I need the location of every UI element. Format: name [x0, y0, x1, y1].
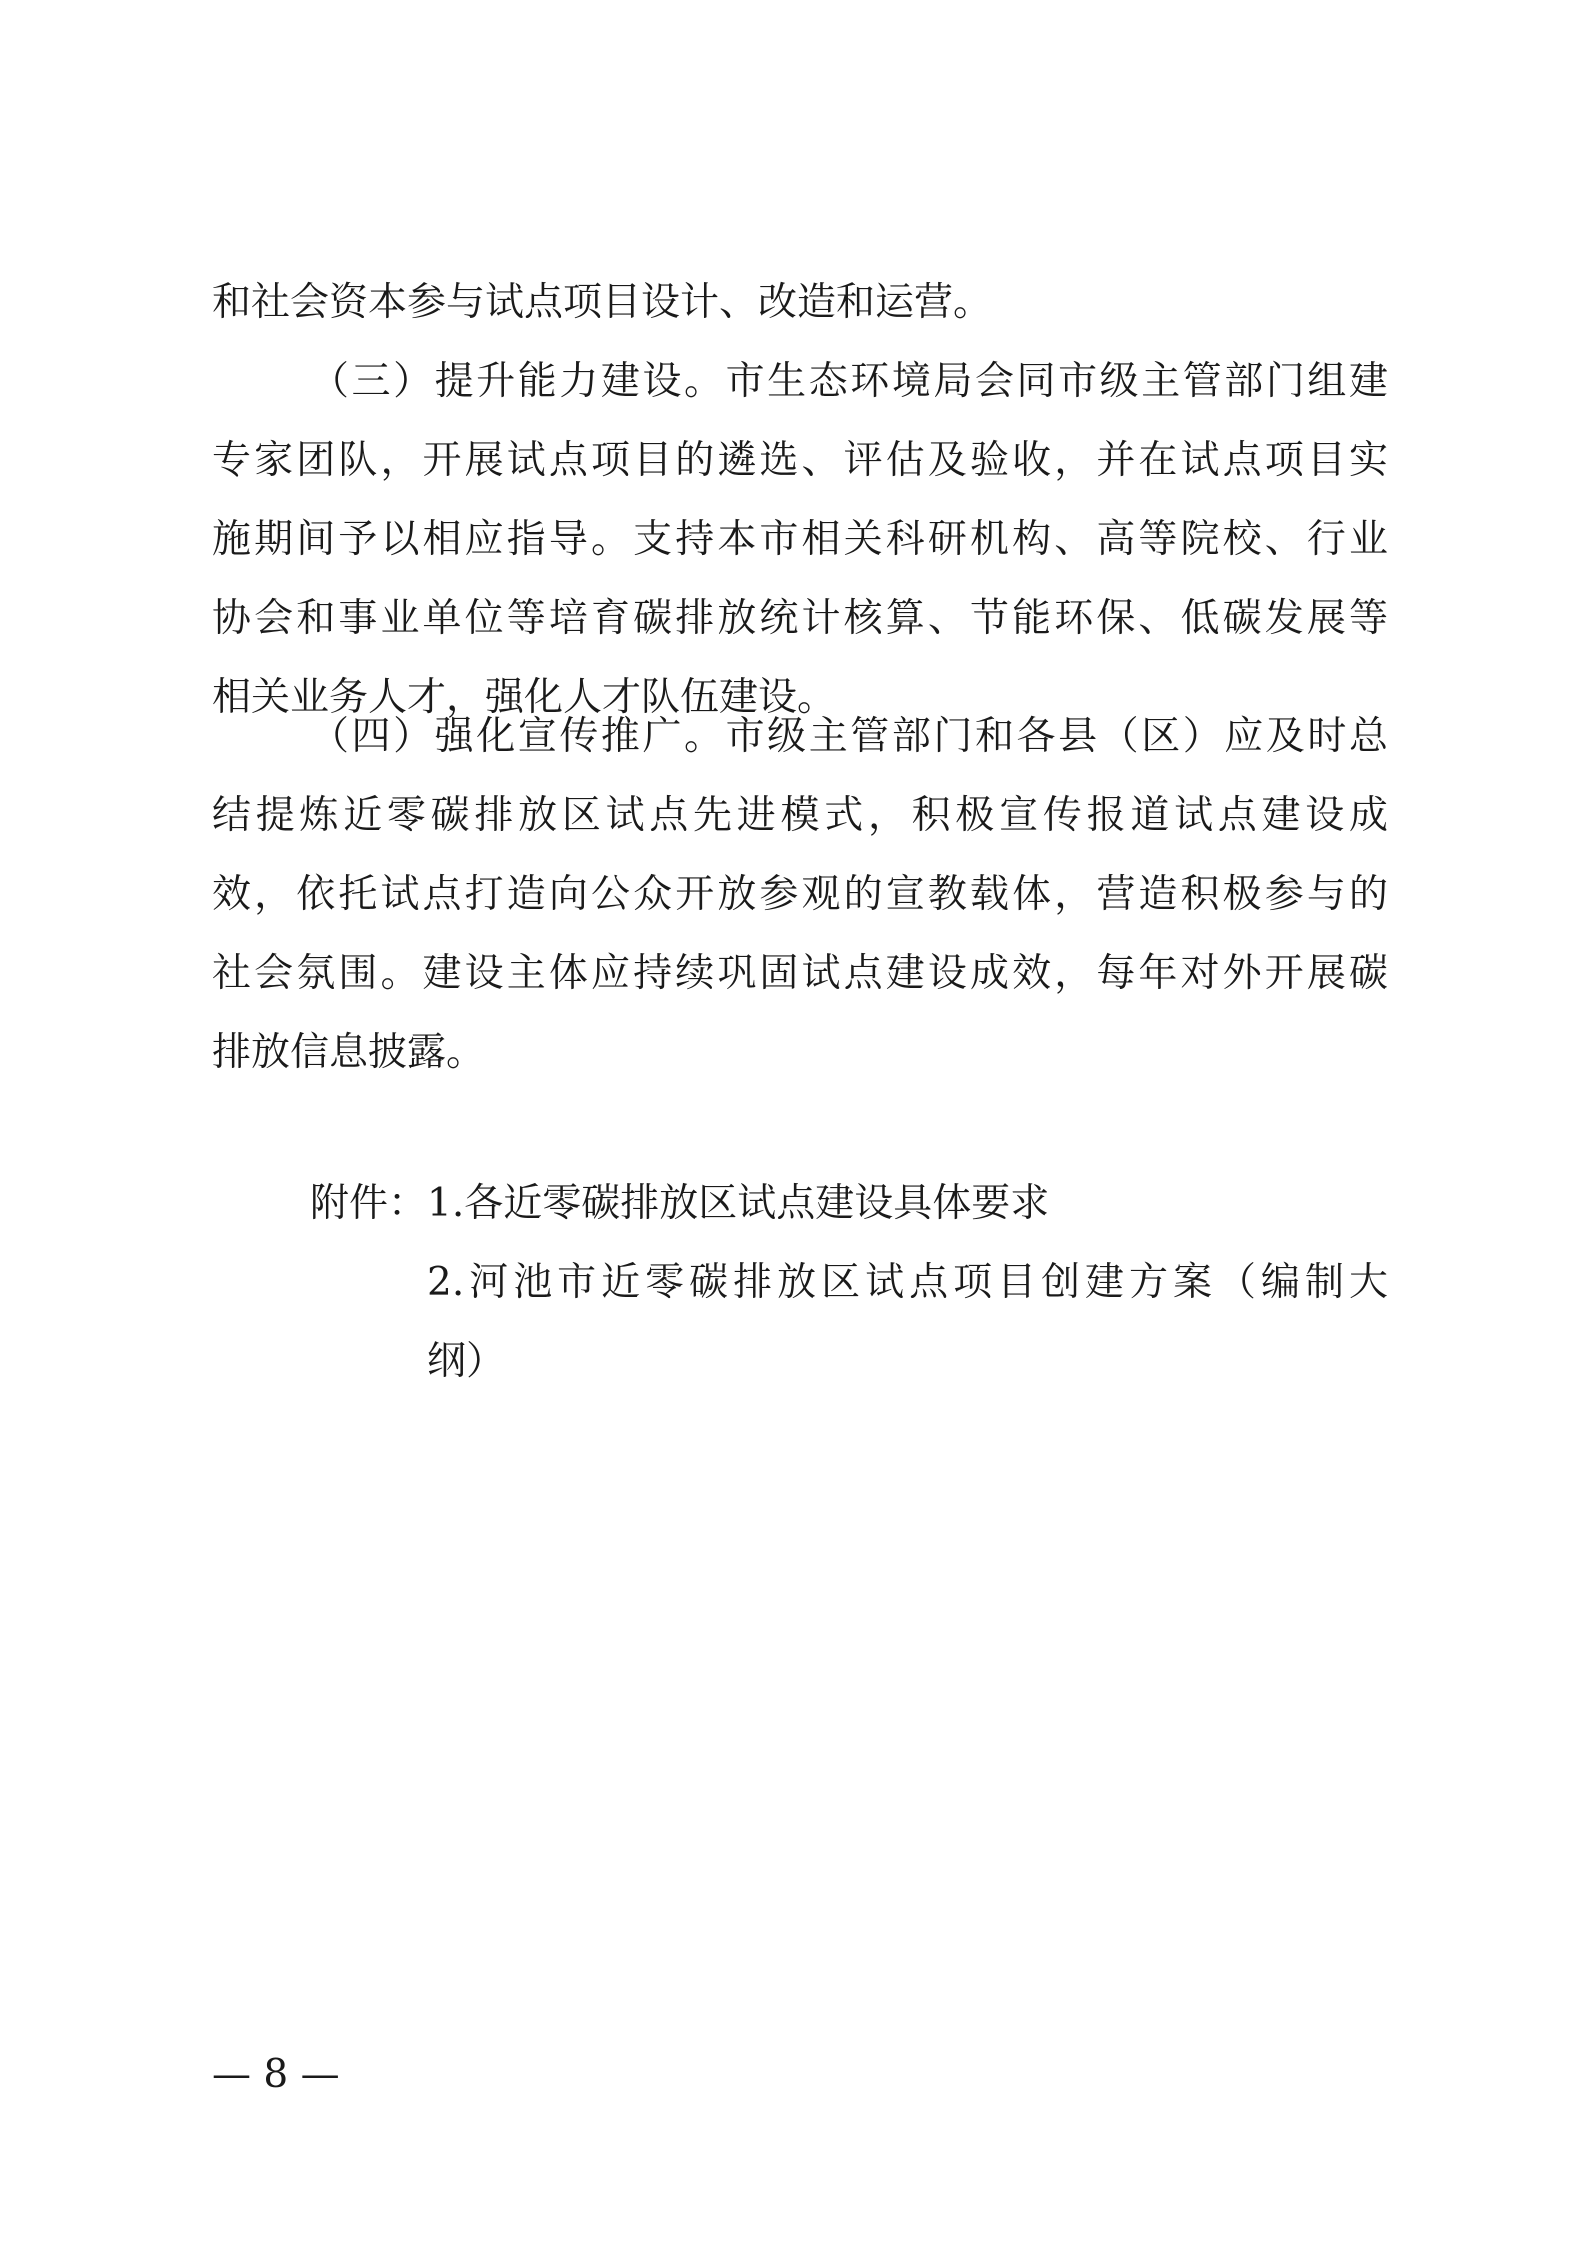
- paragraph-publicity: [212, 697, 1388, 1092]
- paragraph-capacity-building: [212, 342, 1388, 737]
- text-line: 社会氛围。建设主体应持续巩固试点建设成效，每年对外开展碳: [212, 951, 1388, 996]
- text-line: 效，依托试点打造向公众开放参观的宣教载体，营造积极参与的: [212, 872, 1388, 917]
- text-line: （三）提升能力建设。市生态环境局会同市级主管部门组建: [310, 359, 1388, 404]
- attachment-item-1: 1.各近零碳排放区试点建设具体要求: [427, 1181, 1050, 1226]
- page-number: — 8 —: [212, 2052, 340, 2097]
- text-line: 排放信息披露。: [212, 1030, 486, 1075]
- text-line: 协会和事业单位等培育碳排放统计核算、节能环保、低碳发展等: [212, 596, 1388, 641]
- text-line: 施期间予以相应指导。支持本市相关科研机构、高等院校、行业: [212, 517, 1388, 562]
- text-line: 专家团队，开展试点项目的遴选、评估及验收，并在试点项目实: [212, 438, 1388, 483]
- text-line: （四）强化宣传推广。市级主管部门和各县（区）应及时总: [310, 714, 1388, 759]
- paragraph-continuation: [212, 263, 1388, 342]
- attachment-list: [310, 1164, 1388, 1243]
- text-line: 相关业务人才，强化人才队伍建设。: [212, 675, 837, 720]
- text-line: 和社会资本参与试点项目设计、改造和运营。: [212, 280, 993, 325]
- attachment-label: 附件：: [310, 1181, 428, 1226]
- text-line: 结提炼近零碳排放区试点先进模式，积极宣传报道试点建设成: [212, 793, 1388, 838]
- text-line: 纲）: [427, 1339, 506, 1384]
- text-line: 2.河池市近零碳排放区试点项目创建方案（编制大: [427, 1260, 1388, 1305]
- attachment-item-2: [427, 1243, 1388, 1401]
